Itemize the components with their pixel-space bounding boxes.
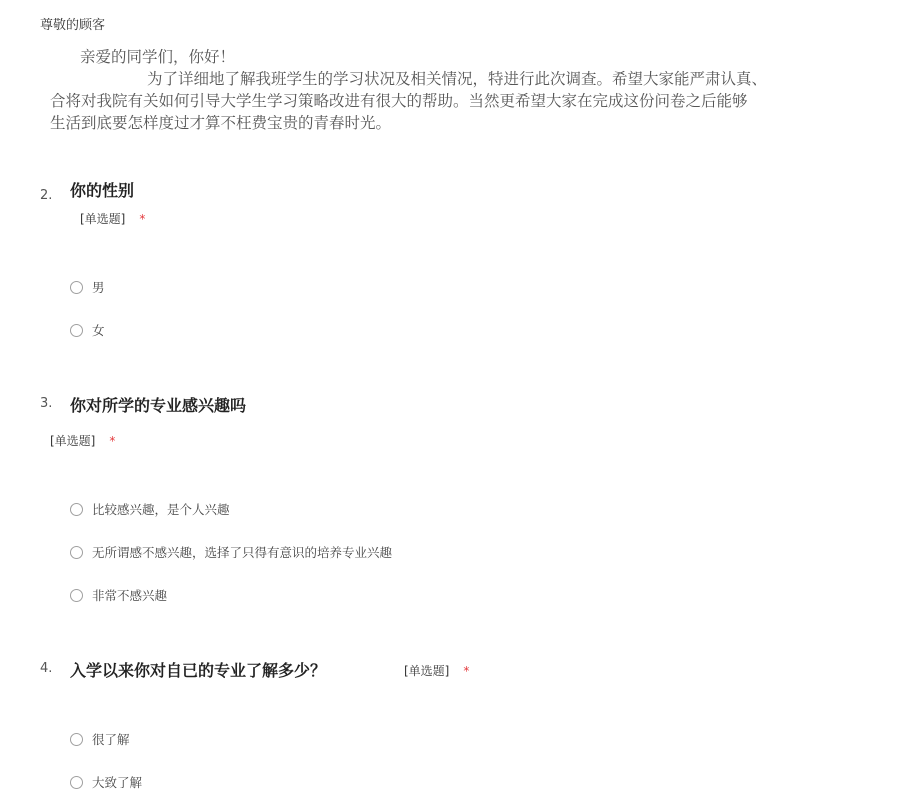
option-roughly-familiar[interactable] bbox=[70, 773, 142, 791]
question-title: 你的性别 bbox=[70, 181, 135, 200]
radio-button[interactable] bbox=[70, 324, 83, 337]
option-label: 比较感兴趣，是个人兴趣 bbox=[92, 502, 230, 517]
intro-line: 生活到底要怎样度过才算不枉费宝贵的青春时光。 bbox=[50, 114, 392, 132]
question-type-text: [单选题] bbox=[50, 434, 96, 448]
question-number: 3. bbox=[40, 396, 53, 411]
option-label: 大致了解 bbox=[92, 775, 143, 790]
question-type-text: [单选题] bbox=[80, 212, 126, 226]
radio-button[interactable] bbox=[70, 546, 83, 559]
question-type-label bbox=[404, 662, 469, 679]
radio-button[interactable] bbox=[70, 589, 83, 602]
option-label: 非常不感兴趣 bbox=[92, 588, 168, 603]
question-number: 2. bbox=[40, 188, 53, 203]
question-title: 你对所学的专业感兴趣吗 bbox=[70, 396, 247, 415]
option-female[interactable] bbox=[70, 321, 105, 339]
question-type-text: [单选题] bbox=[404, 664, 450, 678]
intro-line: 合将对我院有关如何引导大学生学习策略改进有很大的帮助。当然更希望大家在完成这份问卷之后能够 bbox=[50, 92, 748, 110]
required-mark: * bbox=[139, 212, 146, 226]
question-type-label bbox=[80, 210, 145, 227]
option-not-interested[interactable] bbox=[70, 586, 167, 604]
question-number: 4. bbox=[40, 661, 53, 676]
radio-button[interactable] bbox=[70, 281, 83, 294]
option-label: 女 bbox=[92, 323, 105, 338]
radio-button[interactable] bbox=[70, 503, 83, 516]
survey-greeting: 尊敬的顾客 bbox=[40, 18, 106, 33]
question-type-label bbox=[50, 432, 115, 449]
option-very-familiar[interactable] bbox=[70, 730, 130, 748]
survey-intro bbox=[50, 46, 900, 134]
option-label: 很了解 bbox=[92, 732, 130, 747]
question-title: 入学以来你对自已的专业了解多少？ bbox=[70, 661, 327, 680]
intro-line: 为了详细地了解我班学生的学习状况及相关情况，特进行此次调查。希望大家能严肃认真、 bbox=[147, 70, 768, 88]
radio-button[interactable] bbox=[70, 733, 83, 746]
radio-button[interactable] bbox=[70, 776, 83, 789]
option-male[interactable] bbox=[70, 278, 105, 296]
option-label: 无所谓感不感兴趣，选择了只得有意识的培养专业兴趣 bbox=[92, 545, 393, 560]
required-mark: * bbox=[463, 664, 470, 678]
option-label: 男 bbox=[92, 280, 105, 295]
option-indifferent[interactable] bbox=[70, 543, 392, 561]
required-mark: * bbox=[109, 434, 116, 448]
option-interested[interactable] bbox=[70, 500, 230, 518]
intro-line: 亲爱的同学们，你好！ bbox=[80, 48, 236, 66]
